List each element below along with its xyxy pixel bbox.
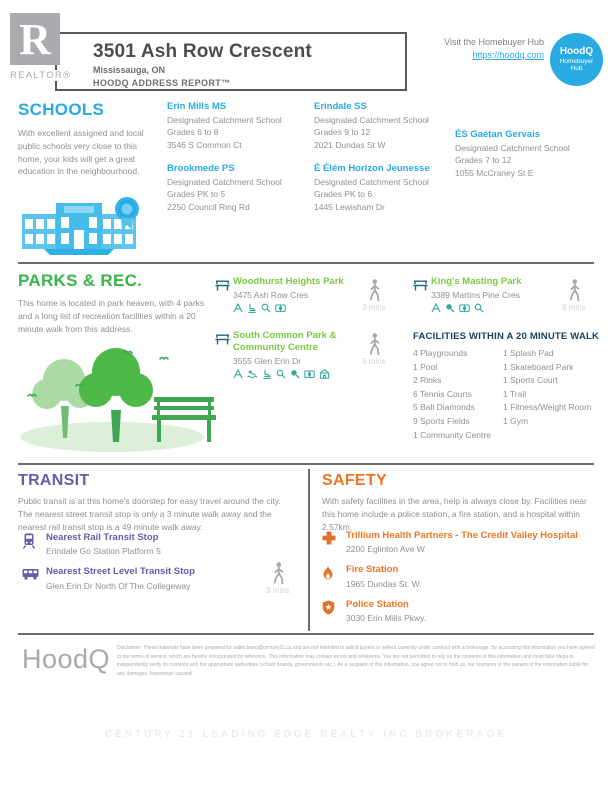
school-name: Erindale SS [314,101,367,112]
schools-intro: With excellent assigned and local public schools very close to this home, your kids will get a great education in the neighbourhood. [18,128,144,177]
facility-item: 2 Rinks [413,375,442,386]
schools-column-1 [167,101,309,225]
sports-field-icon [275,303,286,313]
school-address: 1445 Lewisham Dr [314,201,385,212]
park-facility-icons [431,303,521,313]
park-address: 3389 Martins Pine Cres [431,289,520,300]
walking-person-icon [367,279,382,302]
school-item [314,101,456,151]
transit-item-detail: Erindale Go Station Platform 5 [46,546,161,557]
playground-icon [431,303,441,313]
tennis-icon [276,369,286,379]
hoodq-logo: HoodQ [22,644,111,674]
park-name: South Common Park & Community Centre [233,330,337,353]
school-address: 2021 Dundas St W [314,139,386,150]
school-name: Erin Mills MS [167,101,227,112]
transit-section-title: TRANSIT [18,472,90,489]
transit-item [22,566,262,590]
disclaimer-text: Disclaimer: These materials have been prepared for sabin.bono@century21.ca and are not intended to solicit buyers or sellers currently under contract with a brokerage. By accessing this information you have agreed to our terms of service, which are hereby incorporated by reference. This information may contain errors and omissions. You are not permitted to rely on the contents of this information and must take steps to independently verify its contents with the appropriate authorities (school boards, governments etc.). As a recipient of this information, you agree not to hold us, our licensors or the owners of the information liable for any damages, howsoever caused. [117,645,595,677]
school-building-icon [14,194,146,265]
playground-icon [233,369,243,379]
safety-item-detail: 3030 Erin Mills Pkwy. [346,613,427,624]
walk-time-label: 3 mins [266,586,290,595]
transit-intro: Public transit is at this home's doorstep for easy travel around the city. The nearest street transit stop is only a 3 minute walk away and the nearest rail transit stop is a 49 minute walk away. [18,496,281,532]
school-type: Designated Catchment School [314,176,429,187]
safety-item-detail: 2200 Eglinton Ave W [346,544,425,555]
school-type: Designated Catchment School [167,176,282,187]
safety-items [322,530,594,633]
park-bench-icon [413,276,431,313]
homebuyer-hub-link[interactable]: https://hoodq.com [472,50,544,60]
park-bench-icon [215,276,233,313]
train-icon [22,532,46,556]
school-name: ÉS Gaétan Gervais [455,129,541,140]
school-name: Brookmede PS [167,162,235,174]
park-facility-icons [233,303,344,313]
sports-field-icon [459,303,470,313]
safety-item [322,564,594,588]
section-divider [18,262,594,264]
school-item [314,163,456,213]
facility-item: 6 Tennis Courts [413,388,472,399]
facility-item: 9 Sports Fields [413,415,470,426]
skating-icon [262,369,272,379]
address-header-box [55,32,407,91]
school-type: Designated Catchment School [167,115,282,125]
transit-item-detail: Glen Erin Dr North Of The Collegeway [46,580,191,591]
page-title: 3501 Ash Row Crescent [93,41,312,62]
schools-section-title: SCHOOLS [18,100,105,119]
park-body [233,330,367,379]
address-city: Mississauga, ON [93,65,166,75]
playground-icon [233,303,243,313]
homebuyer-hub-caption [398,37,544,60]
school-type: Designated Catchment School [314,115,429,125]
hub-badge-line2: Homebuyer [559,57,594,65]
facilities-block [413,331,601,442]
hoodq-hub-badge [550,33,603,86]
facility-item: 1 Splash Pad [503,348,554,358]
school-grades: Grades 7 to 12 [455,155,512,166]
school-address: 3546 S Common Ct [167,139,242,150]
transit-item-name: Nearest Street Level Transit Stop [46,566,195,578]
park-bench-icon [215,330,233,379]
facility-item: 4 Playgrounds [413,348,468,358]
park-body [233,276,344,313]
park-item [215,330,367,379]
park-name: Woodhurst Heights Park [233,276,344,287]
walk-time-label: 5 mins [362,357,386,366]
walk-time-label: 3 mins [362,303,386,312]
parks-intro: This home is located in park heaven, with 4 parks and a long list of recreation facilities within a 20 minute walk from this address. [18,298,205,334]
safety-item-name: Police Station [346,598,409,610]
walking-person-icon [367,333,382,356]
park-facility-icons [233,369,367,379]
park-item [215,276,367,313]
school-grades: Grades PK to 5 [167,189,226,200]
school-address: 2250 Council Ring Rd [167,201,250,212]
section-divider [18,463,594,465]
tennis-icon [261,303,271,313]
brokerage-watermark: CENTURY 21 LEADING EDGE REALTY INC BROKERAGE [104,729,508,740]
walking-person-icon [567,279,582,302]
facilities-heading: FACILITIES WITHIN A 20 MINUTE WALK [413,331,600,342]
park-address: 3555 Glen Erin Dr [233,355,302,366]
park-trees-bench-icon [12,336,236,461]
safety-item-detail: 1965 Dundas St. W. [346,578,422,589]
skating-icon [247,303,257,313]
facility-item: 1 Sports Court [503,375,558,386]
facility-item: 1 Skateboard Park [503,361,574,372]
transit-item-name: Nearest Rail Transit Stop [46,532,159,543]
school-name: É Élém Horizon Jeunesse [314,162,430,174]
paddle-icon [290,369,300,379]
facility-item: 1 Pool [413,361,438,372]
sports-field-icon [304,369,315,379]
school-grades: Grades 9 to 12 [314,127,371,138]
park-body [431,276,521,313]
safety-item-name: Fire Station [346,564,399,576]
walking-person-icon [271,562,286,585]
hub-badge-line1: HoodQ [559,46,594,58]
swimming-icon [247,369,258,379]
facility-item: 1 Trail [503,388,527,399]
facilities-column-1 [413,347,503,442]
report-type-label: HOODQ ADDRESS REPORT™ [93,78,231,88]
hub-badge-line3: Hub [570,65,583,73]
walk-indicator [355,279,393,312]
school-grades: Grades PK to 6 [314,189,373,200]
safety-item [322,530,594,554]
tennis-icon [474,303,484,313]
school-type: Designated Catchment School [455,143,570,153]
transit-item [22,532,262,556]
walk-indicator [259,562,297,595]
transit-items [22,532,262,601]
footer-divider [18,633,594,635]
facilities-column-2 [503,347,599,442]
parks-section-title: PARKS & REC. [18,271,143,290]
walk-indicator [555,279,593,312]
facility-item: 1 Fitness/Weight Room [503,402,592,413]
police-icon [322,599,346,623]
safety-intro: With safety facilities in the area, help is always close by. Facilities near this home include a police station, a fire station, and a hospital within 2.57km. [322,496,587,532]
hub-caption-text: Visit the Homebuyer Hub [444,37,544,47]
realtor-wordmark: REALTOR® [10,70,72,81]
safety-section-title: SAFETY [322,472,387,489]
facility-item: 5 Ball Diamonds [413,402,475,413]
facility-item: 1 Gym [503,415,529,426]
realtor-r-icon [10,13,60,65]
park-item [413,276,571,313]
school-grades: Grades 6 to 8 [167,127,219,138]
bus-icon [22,566,46,590]
realtor-logo-letter: R [19,14,51,64]
school-item [167,163,309,213]
walk-indicator [355,333,393,366]
fire-icon [322,564,346,588]
schools-column-3 [455,129,597,191]
paddle-icon [445,303,455,313]
column-divider [308,469,310,631]
park-address: 3475 Ash Row Cres [233,289,309,300]
school-address: 1055 McCraney St E [455,167,534,178]
hospital-icon [322,530,346,554]
facility-item: 1 Community Centre [413,429,491,440]
schools-column-2 [314,101,456,225]
realtor-logo [10,13,82,83]
park-name: King's Masting Park [431,276,522,287]
school-item [167,101,309,151]
safety-item-name: Trillium Health Partners - The Credit Valley Hospital [346,530,578,541]
community-centre-icon [319,369,330,379]
walk-time-label: 8 mins [562,303,586,312]
safety-item [322,599,594,623]
school-item [455,129,597,179]
